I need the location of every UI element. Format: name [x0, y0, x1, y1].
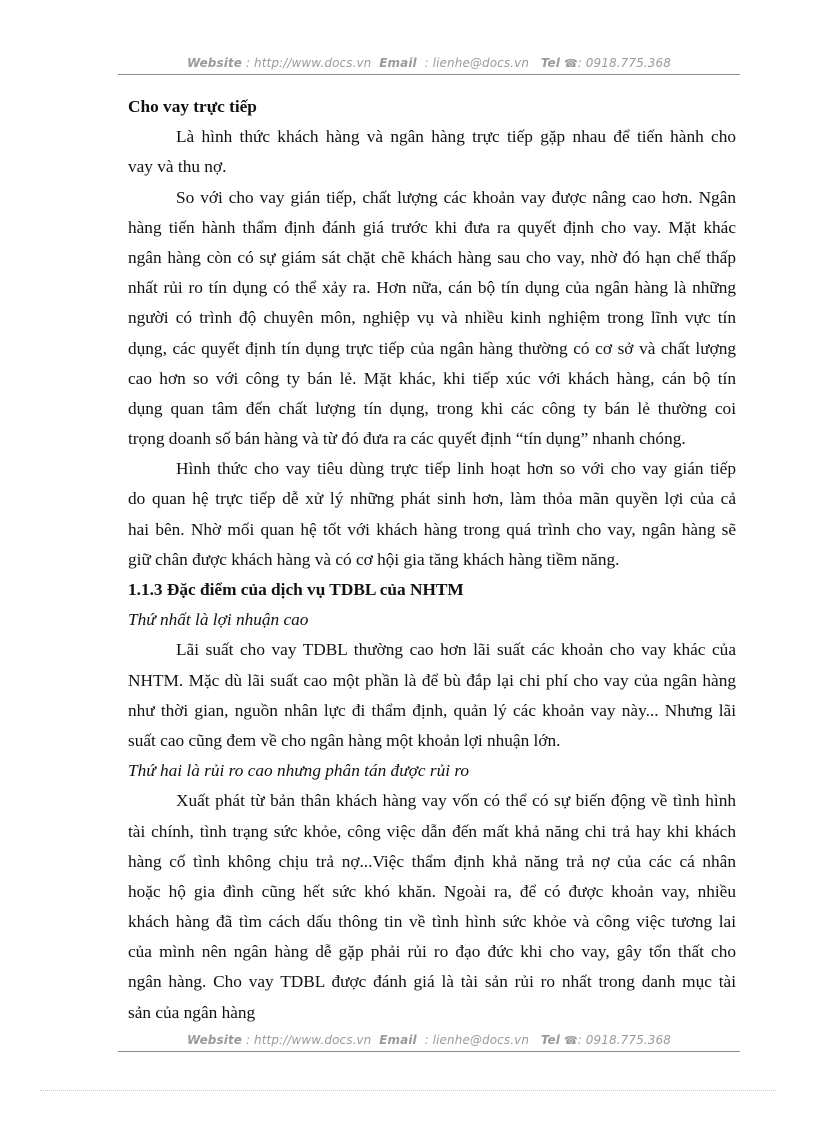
header-website-label: Website [187, 56, 243, 70]
phone-icon: ☎ [563, 57, 578, 70]
paragraph-line: người có trình độ chuyên môn, nghiệp vụ và nhiều kinh nghiệm trong lĩnh vực tín [128, 308, 736, 328]
header-email-label: Email [379, 56, 417, 70]
header-tel-value: : 0918.775.368 [577, 56, 671, 70]
paragraph-line: Là hình thức khách hàng và ngân hàng trực tiếp gặp nhau để tiến hành cho [176, 127, 736, 147]
header-tel-label: Tel [540, 56, 561, 70]
paragraph-line: như thời gian, nguồn nhân lực đi thẩm định, quản lý các khoản vay này... Nhưng lãi [128, 700, 736, 720]
paragraph-line: NHTM. Mặc dù lãi suất cao một phần là để bù đắp lại chi phí cho vay của ngân hàng [128, 670, 736, 690]
paragraph-line: nhất rủi ro tín dụng có thể xảy ra. Hơn nữa, cán bộ tín dụng của ngân hàng là những [128, 278, 736, 298]
document-body [128, 92, 736, 1028]
paragraph-line: hai bên. Nhờ mối quan hệ tốt với khách hàng trong quá trình cho vay, ngân hàng sẽ [128, 519, 736, 539]
paragraph-line: hoặc hộ gia đình cũng hết sức khó khăn. Ngoài ra, để có được khoản vay, nhiều [128, 881, 736, 901]
footer-rule [118, 1051, 740, 1052]
paragraph-line: sản của ngân hàng [128, 1002, 256, 1022]
paragraph-line: Lãi suất cho vay TDBL thường cao hơn lãi suất các khoản cho vay khác của [176, 640, 736, 660]
footer-tel-value: : 0918.775.368 [577, 1033, 671, 1047]
header-website-value: : http://www.docs.vn [245, 56, 372, 70]
footer-email-label: Email [379, 1033, 417, 1047]
phone-icon: ☎ [563, 1034, 578, 1047]
italic-subheading: Thứ nhất là lợi nhuận cao [128, 610, 309, 630]
footer-website-value: : http://www.docs.vn [245, 1033, 372, 1047]
footer-tel-label: Tel [540, 1033, 561, 1047]
paragraph-line: Hình thức cho vay tiêu dùng trực tiếp linh hoạt hơn so với cho vay gián tiếp [176, 459, 736, 479]
paragraph-line: Xuất phát từ bản thân khách hàng vay vốn có thể có sự biến động về tình hình [176, 791, 736, 811]
header-email-value: : lienhe@docs.vn [424, 56, 530, 70]
paragraph-line: do quan hệ trực tiếp dễ xử lý những phát sinh hơn, làm thỏa mãn quyền lợi của cả [128, 489, 736, 509]
paragraph-line: giữ chân được khách hàng và có cơ hội gia tăng khách hàng tiềm năng. [128, 549, 620, 569]
italic-subheading: Thứ hai là rủi ro cao nhưng phân tán được rủi ro [128, 761, 470, 781]
paragraph-line: tài chính, tình trạng sức khỏe, công việc dẫn đến mất khả năng chi trả hay khi khách [128, 821, 736, 841]
page-footer [118, 1033, 740, 1047]
paragraph-line: hàng tiến hành thẩm định đánh giá trước khi đưa ra quyết định cho vay. Mặt khác [128, 217, 736, 237]
header-rule [118, 74, 740, 75]
paragraph-line: So với cho vay gián tiếp, chất lượng các khoản vay được nâng cao hơn. Ngân [176, 187, 736, 207]
page-header [118, 56, 740, 70]
page-boundary-dots [40, 1090, 776, 1091]
footer-website-label: Website [187, 1033, 243, 1047]
paragraph-line: dụng quan tâm đến chất lượng tín dụng, trong khi các công ty bán lẻ thường coi [128, 398, 736, 418]
paragraph-line: suất cao cũng đem về cho ngân hàng một khoản lợi nhuận lớn. [128, 730, 561, 750]
footer-email-value: : lienhe@docs.vn [424, 1033, 530, 1047]
subsection-heading: 1.1.3 Đặc điểm của dịch vụ TDBL của NHTM [128, 580, 464, 599]
paragraph-line: trọng doanh số bán hàng và từ đó đưa ra các quyết định “tín dụng” nhanh chóng. [128, 429, 686, 449]
paragraph-line: dụng, các quyết định tín dụng trực tiếp của ngân hàng thường có cơ sở và chất lượng [128, 338, 736, 358]
paragraph-line: vay và thu nợ. [128, 157, 227, 177]
paragraph-line: ngân hàng còn có sự giám sát chặt chẽ khách hàng sau cho vay, nhờ đó hạn chế thấp [128, 247, 736, 267]
section-heading: Cho vay trực tiếp [128, 97, 257, 116]
paragraph-line: của mình nên ngân hàng dễ gặp phải rủi ro đạo đức khi cho vay, gây tổn thất cho [128, 942, 736, 962]
paragraph-line: khách hàng đã tìm cách dấu thông tin về tình hình sức khỏe và công việc tương lai [128, 912, 736, 932]
paragraph-line: hàng cố tình không chịu trả nợ...Việc thẩm định khả năng trả nợ của các cá nhân [128, 851, 736, 871]
paragraph-line: cao hơn so với công ty bán lẻ. Mặt khác, khi tiếp xúc với khách hàng, cán bộ tín [128, 368, 736, 388]
paragraph-line: ngân hàng. Cho vay TDBL được đánh giá là tài sản rủi ro nhất trong danh mục tài [128, 972, 736, 992]
